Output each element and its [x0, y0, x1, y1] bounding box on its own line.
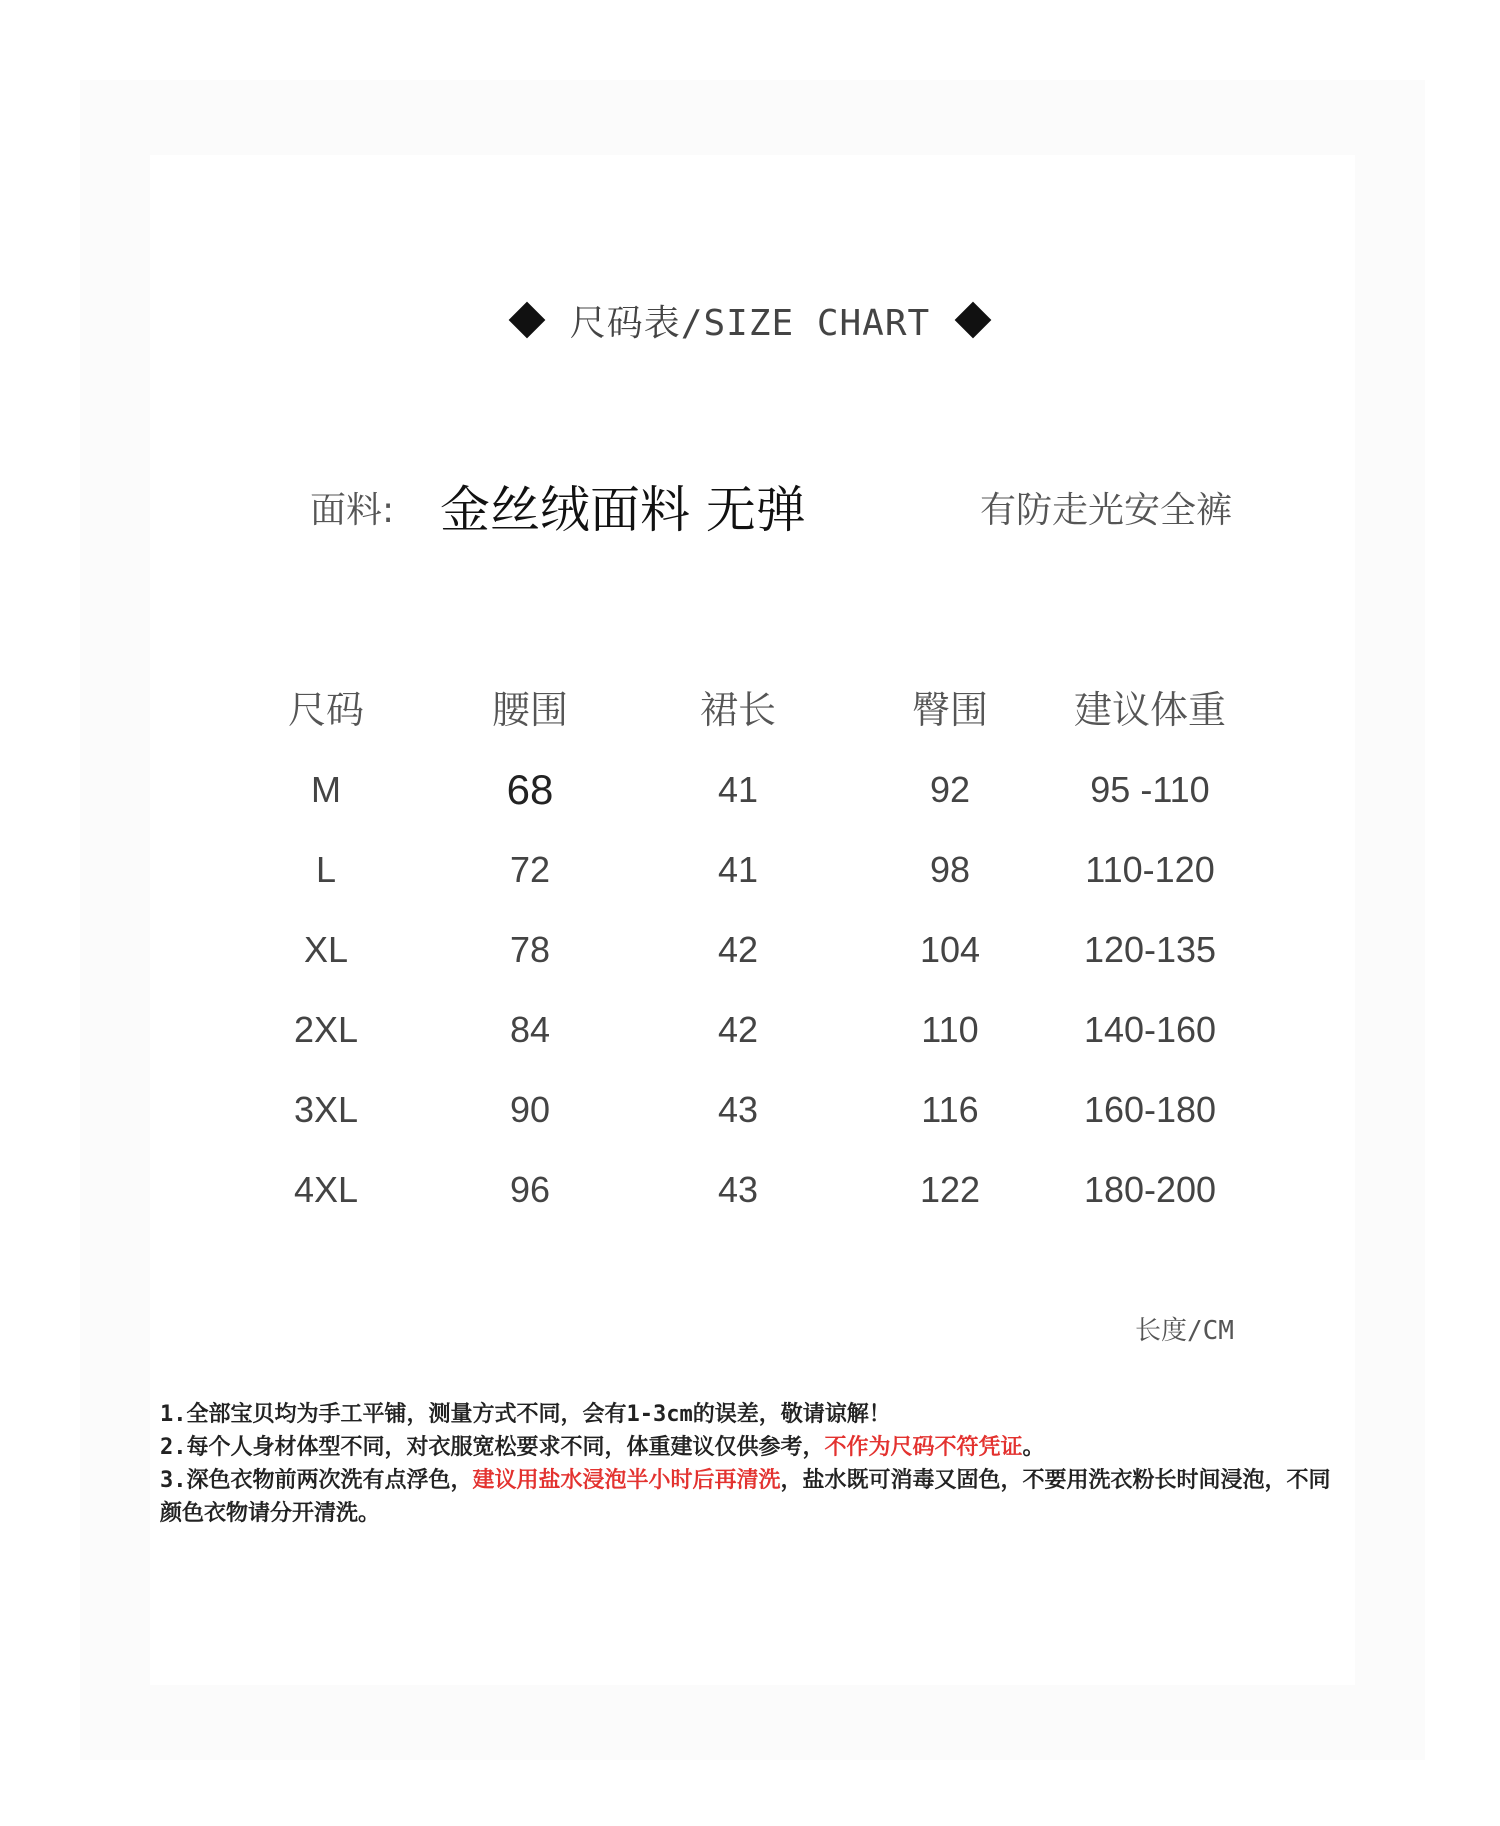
fabric-label: 面料: [310, 490, 395, 531]
note-3-text: 3.深色衣物前两次洗有点浮色， [160, 1468, 473, 1493]
weight-cell: 140-160 [1083, 1009, 1217, 1050]
header-weight: 建议体重 [1073, 688, 1226, 732]
diamond-left-icon [508, 302, 545, 339]
hip-cell: 110 [921, 1009, 979, 1050]
length-cell: 41 [717, 769, 759, 810]
note-2-text: 2.每个人身材体型不同，对衣服宽松要求不同，体重建议仅供参考， [160, 1435, 825, 1460]
waist-cell: 90 [509, 1089, 551, 1130]
note-line-2 [160, 1431, 1340, 1464]
waist-cell: 72 [509, 849, 551, 890]
weight-cell: 95 -110 [1090, 769, 1210, 810]
note-3-end: ，盐水既可消毒又固色，不要用洗衣粉长时间浸泡，不同颜色衣物请分开清洗。 [160, 1468, 1331, 1526]
table-row [0, 920, 1500, 1000]
size-cell: 3XL [293, 1089, 359, 1130]
care-notes [160, 1398, 1340, 1530]
note-line-1 [160, 1398, 1340, 1431]
length-cell: 43 [717, 1089, 759, 1130]
title-row [0, 290, 1500, 350]
table-row [0, 760, 1500, 840]
weight-cell: 110-120 [1085, 849, 1215, 890]
table-row [0, 1000, 1500, 1080]
weight-cell: 160-180 [1083, 1089, 1217, 1130]
hip-cell: 92 [929, 769, 971, 810]
size-cell: M [311, 769, 341, 810]
fabric-note: 有防走光安全裤 [980, 490, 1233, 531]
waist-cell: 84 [509, 1009, 551, 1050]
header-waist: 腰围 [491, 688, 568, 732]
weight-cell: 120-135 [1083, 929, 1217, 970]
diamond-right-icon [955, 302, 992, 339]
header-size: 尺码 [287, 688, 364, 732]
length-cell: 43 [717, 1169, 759, 1210]
hip-cell: 98 [929, 849, 971, 890]
size-cell: 4XL [293, 1169, 359, 1210]
page-title: 尺码表/SIZE CHART [569, 302, 931, 344]
length-cell: 42 [717, 929, 759, 970]
hip-cell: 104 [919, 929, 981, 970]
note-3-highlight: 建议用盐水浸泡半小时后再清洗 [472, 1468, 781, 1493]
table-header [0, 680, 1500, 760]
table-row [0, 1080, 1500, 1160]
fabric-value: 金丝绒面料 无弹 [440, 481, 806, 539]
note-line-3 [160, 1464, 1340, 1530]
header-hip: 臀围 [911, 688, 988, 732]
unit-note: 长度/CM [1135, 1316, 1234, 1346]
note-2-end: 。 [1022, 1435, 1045, 1460]
size-cell: L [315, 849, 337, 890]
hip-cell: 116 [921, 1089, 979, 1130]
note-1-text: 1.全部宝贝均为手工平铺，测量方式不同，会有1-3cm的误差，敬请谅解！ [160, 1402, 891, 1427]
note-2-highlight: 不作为尺码不符凭证 [824, 1435, 1023, 1460]
header-skirt-length: 裙长 [699, 688, 776, 732]
hip-cell: 122 [919, 1169, 981, 1210]
size-cell: 2XL [293, 1009, 359, 1050]
size-cell: XL [303, 929, 349, 970]
table-row [0, 840, 1500, 920]
waist-cell: 96 [509, 1169, 551, 1210]
weight-cell: 180-200 [1083, 1169, 1217, 1210]
length-cell: 41 [717, 849, 759, 890]
waist-cell: 78 [509, 929, 551, 970]
fabric-row [0, 470, 1500, 540]
waist-cell: 68 [506, 766, 554, 813]
size-table [0, 680, 1500, 1240]
table-row [0, 1160, 1500, 1240]
length-cell: 42 [717, 1009, 759, 1050]
